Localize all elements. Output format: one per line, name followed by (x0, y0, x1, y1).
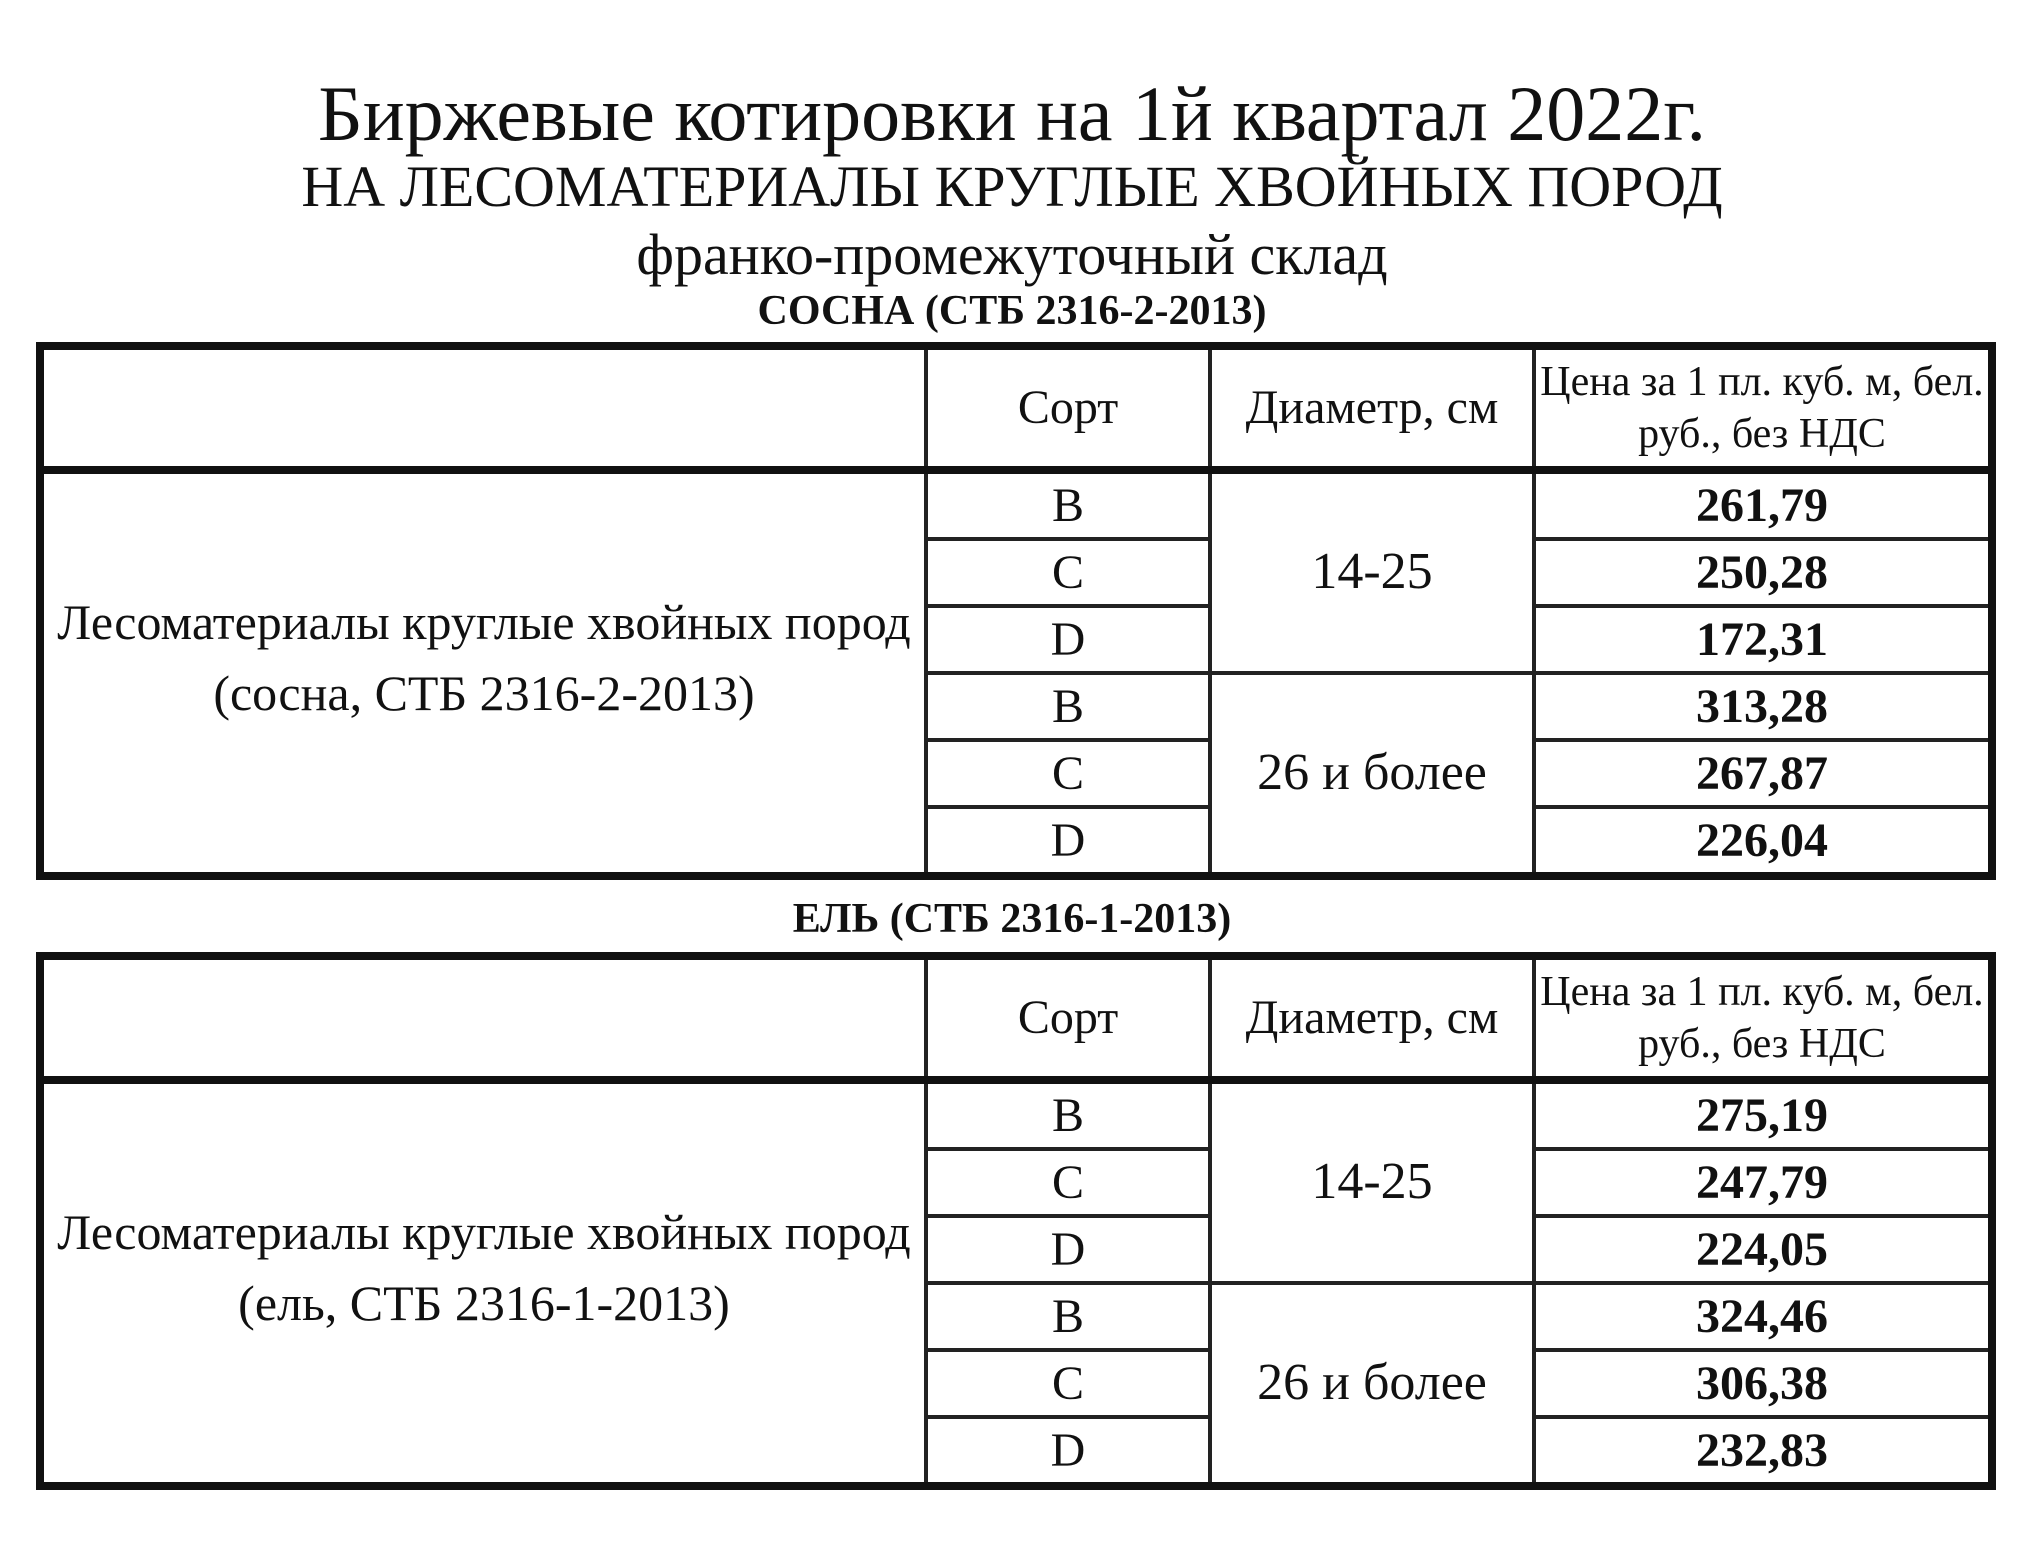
header-price: Цена за 1 пл. куб. м, бел. руб., без НДС (1534, 346, 1992, 470)
grade-cell: B (926, 1283, 1210, 1350)
header-price: Цена за 1 пл. куб. м, бел. руб., без НДС (1534, 956, 1992, 1080)
grade-cell: C (926, 1149, 1210, 1216)
price-cell: 172,31 (1534, 606, 1992, 673)
grade-cell: D (926, 606, 1210, 673)
spruce-section-title: ЕЛЬ (СТБ 2316-1-2013) (792, 896, 1232, 942)
header-product (40, 956, 926, 1080)
grade-cell: D (926, 807, 1210, 876)
price-cell: 306,38 (1534, 1350, 1992, 1417)
header-grade: Сорт (926, 956, 1210, 1080)
pine-section-title: СОСНА (СТБ 2316-2-2013) (757, 288, 1267, 334)
header-grade: Сорт (926, 346, 1210, 470)
diameter-cell: 26 и более (1210, 1283, 1534, 1486)
product-name: Лесоматериалы круглые хвойных пород (ель, СТБ 2316-1-2013) (40, 1080, 926, 1486)
header-product (40, 346, 926, 470)
price-cell: 267,87 (1534, 740, 1992, 807)
price-cell: 247,79 (1534, 1149, 1992, 1216)
price-cell: 275,19 (1534, 1080, 1992, 1149)
page-subtitle: НА ЛЕСОМАТЕРИАЛЫ КРУГЛЫЕ ХВОЙНЫХ ПОРОД (301, 154, 1723, 219)
grade-cell: D (926, 1417, 1210, 1486)
price-cell: 324,46 (1534, 1283, 1992, 1350)
table-row (40, 1080, 1992, 1149)
table-row (40, 470, 1992, 539)
price-cell: 313,28 (1534, 673, 1992, 740)
diameter-cell: 14-25 (1210, 1080, 1534, 1283)
price-cell: 232,83 (1534, 1417, 1992, 1486)
product-name: Лесоматериалы круглые хвойных пород (сосна, СТБ 2316-2-2013) (40, 470, 926, 876)
grade-cell: B (926, 673, 1210, 740)
pine-quotes-table (36, 342, 1996, 880)
price-cell: 224,05 (1534, 1216, 1992, 1283)
grade-cell: C (926, 740, 1210, 807)
price-cell: 226,04 (1534, 807, 1992, 876)
grade-cell: B (926, 470, 1210, 539)
header-diameter: Диаметр, см (1210, 346, 1534, 470)
grade-cell: B (926, 1080, 1210, 1149)
diameter-cell: 26 и более (1210, 673, 1534, 876)
spruce-quotes-table (36, 952, 1996, 1490)
diameter-cell: 14-25 (1210, 470, 1534, 673)
grade-cell: C (926, 539, 1210, 606)
grade-cell: D (926, 1216, 1210, 1283)
table-header-row (40, 346, 1992, 470)
grade-cell: C (926, 1350, 1210, 1417)
table-header-row (40, 956, 1992, 1080)
price-cell: 250,28 (1534, 539, 1992, 606)
header-diameter: Диаметр, см (1210, 956, 1534, 1080)
price-cell: 261,79 (1534, 470, 1992, 539)
delivery-terms: франко-промежуточный склад (636, 222, 1388, 287)
page-title: Биржевые котировки на 1й квартал 2022г. (318, 70, 1706, 157)
